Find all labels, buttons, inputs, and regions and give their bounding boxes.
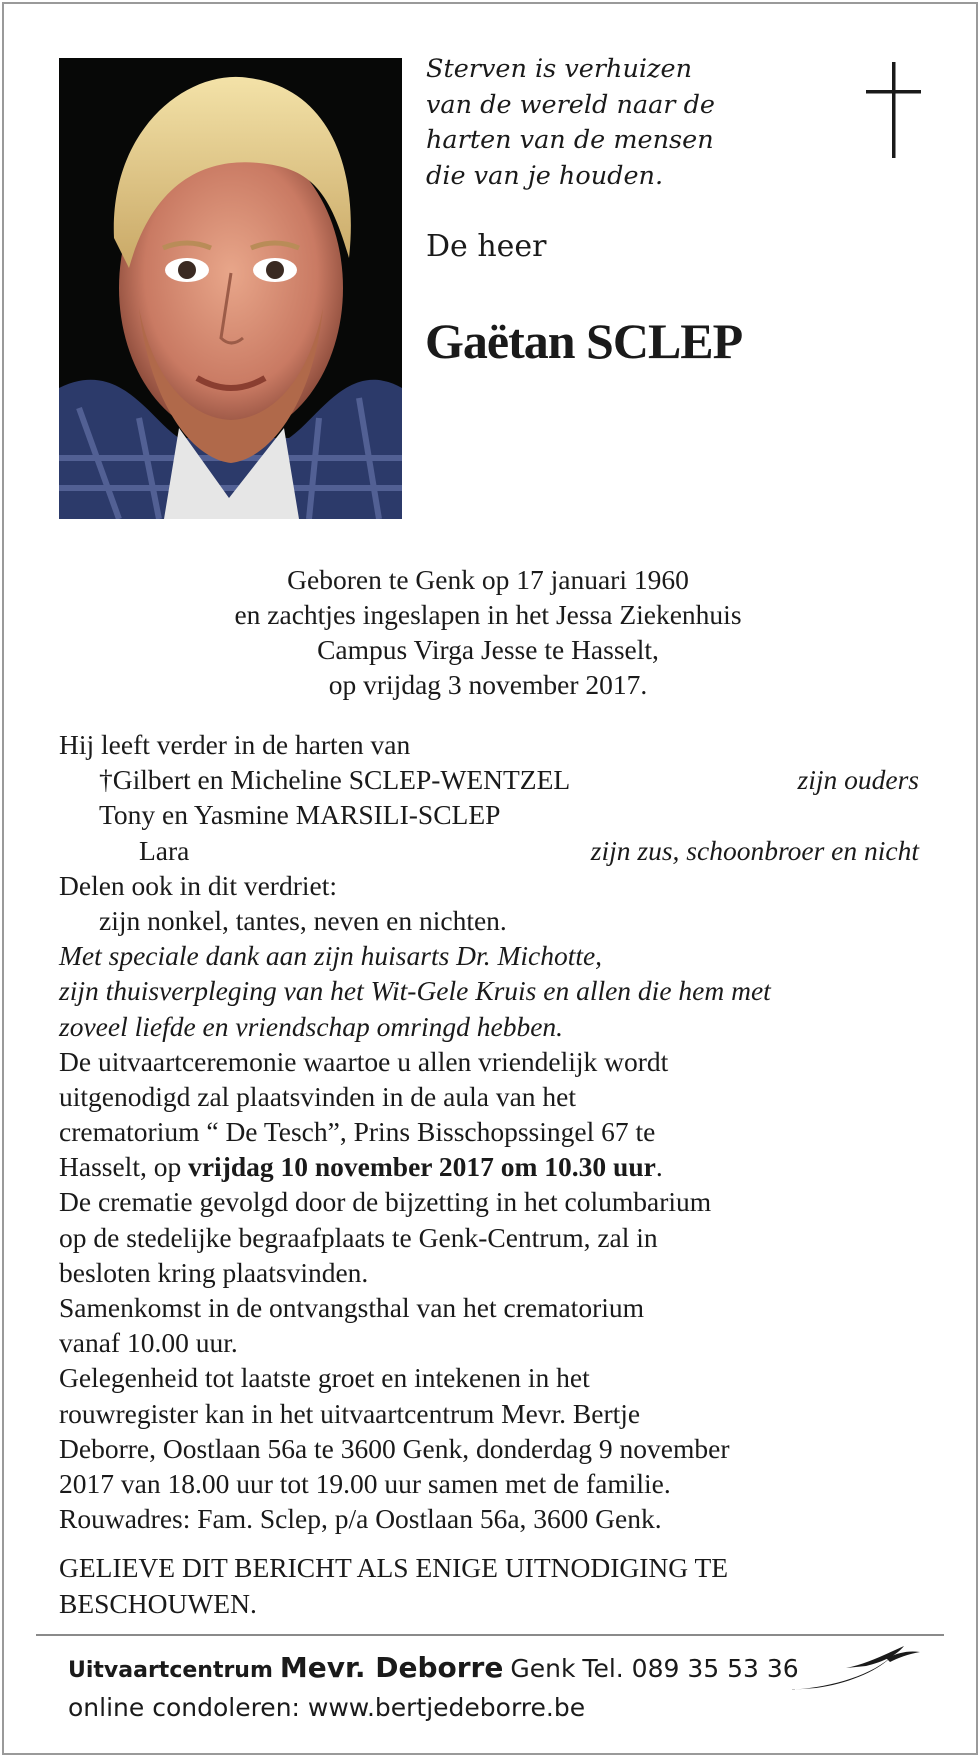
company-phone: Tel. 089 35 53 36 xyxy=(582,1654,799,1683)
company-name: Mevr. Deborre xyxy=(279,1651,504,1684)
quote-line: harten van de mensen xyxy=(426,125,714,155)
portrait-image xyxy=(59,58,402,519)
funeral-home-info xyxy=(68,1651,799,1684)
ceremony-suffix: . xyxy=(655,1151,663,1183)
salutation: De heer xyxy=(426,229,547,264)
ceremony-line: De uitvaartceremonie waartoe u allen vriendelijk wordt xyxy=(59,1045,669,1077)
niece-name: Lara xyxy=(139,834,190,866)
ceremony-line: crematorium “ De Tesch”, Prins Bisschopssingel 67 te xyxy=(59,1116,656,1148)
visitation-line: Deborre, Oostlaan 56a te 3600 Genk, donderdag 9 november xyxy=(59,1432,730,1464)
notice-line: BESCHOUWEN. xyxy=(59,1587,257,1619)
gathering-line: vanaf 10.00 uur. xyxy=(59,1327,238,1359)
cremation-line: besloten kring plaatsvinden. xyxy=(59,1256,369,1288)
also-grieving: Delen ook in dit verdriet: xyxy=(59,869,337,901)
notice-line: GELIEVE DIT BERICHT ALS ENIGE UITNODIGING TE xyxy=(59,1552,729,1584)
visitation-line: 2017 van 18.00 uur tot 19.00 uur samen met de familie. xyxy=(59,1467,671,1499)
relatives: zijn nonkel, tantes, neven en nichten. xyxy=(99,904,507,936)
survivor-sister: Tony en Yasmine MARSILI-SCLEP xyxy=(99,799,501,831)
quote-line: Sterven is verhuizen xyxy=(426,54,693,84)
memorial-quote xyxy=(426,52,715,194)
company-label: Uitvaartcentrum xyxy=(68,1658,273,1683)
ceremony-line xyxy=(59,1149,919,1184)
visitation-line: Gelegenheid tot laatste groet en intekenen in het xyxy=(59,1362,590,1394)
portrait-photo xyxy=(59,58,402,519)
ceremony-datetime: vrijdag 10 november 2017 om 10.30 uur xyxy=(188,1151,656,1183)
cremation-line: De crematie gevolgd door de bijzetting in het columbarium xyxy=(59,1186,712,1218)
ceremony-prefix: Hasselt, op xyxy=(59,1151,189,1183)
mourning-address: Rouwadres: Fam. Sclep, p/a Oostlaan 56a, 3600 Genk. xyxy=(59,1503,662,1535)
birth-death-details xyxy=(0,562,976,702)
ceremony-line: uitgenodigd zal plaatsvinden in de aula van het xyxy=(59,1080,576,1112)
birth-line: op vrijdag 3 november 2017. xyxy=(328,669,648,700)
thanks-line: zijn thuisverpleging van het Wit-Gele Kruis en allen die hem met xyxy=(59,975,771,1007)
birth-line: en zachtjes ingeslapen in het Jessa Ziekenhuis xyxy=(234,599,742,630)
dove-logo-icon xyxy=(786,1644,921,1692)
online-condolences: online condoleren: www.bertjedeborre.be xyxy=(68,1693,586,1722)
cross-icon xyxy=(864,60,924,160)
birth-line: Geboren te Genk op 17 januari 1960 xyxy=(287,564,689,595)
cremation-line: op de stedelijke begraafplaats te Genk-Centrum, zal in xyxy=(59,1221,658,1253)
gathering-line: Samenkomst in de ontvangsthal van het crematorium xyxy=(59,1292,645,1323)
survivor-niece xyxy=(59,833,919,868)
parents-names: †Gilbert en Micheline SCLEP-WENTZEL xyxy=(99,764,571,796)
survivor-parents xyxy=(59,762,919,797)
birth-line: Campus Virga Jesse te Hasselt, xyxy=(317,634,659,665)
sister-role: zijn zus, schoonbroer en nicht xyxy=(590,834,919,866)
deceased-name: Gaëtan SCLEP xyxy=(425,313,743,369)
quote-line: van de wereld naar de xyxy=(426,89,715,120)
thanks-line: zoveel liefde en vriendschap omringd hebben. xyxy=(59,1010,564,1042)
parents-role: zijn ouders xyxy=(797,764,919,796)
obituary-body xyxy=(59,727,919,1621)
footer-divider xyxy=(36,1634,944,1636)
quote-line: die van je houden. xyxy=(426,160,664,191)
survivors-intro: Hij leeft verder in de harten van xyxy=(59,729,411,760)
thanks-line: Met speciale dank aan zijn huisarts Dr. Michotte, xyxy=(59,940,603,972)
company-city: Genk xyxy=(510,1654,576,1683)
visitation-line: rouwregister kan in het uitvaartcentrum Mevr. Bertje xyxy=(59,1397,641,1429)
